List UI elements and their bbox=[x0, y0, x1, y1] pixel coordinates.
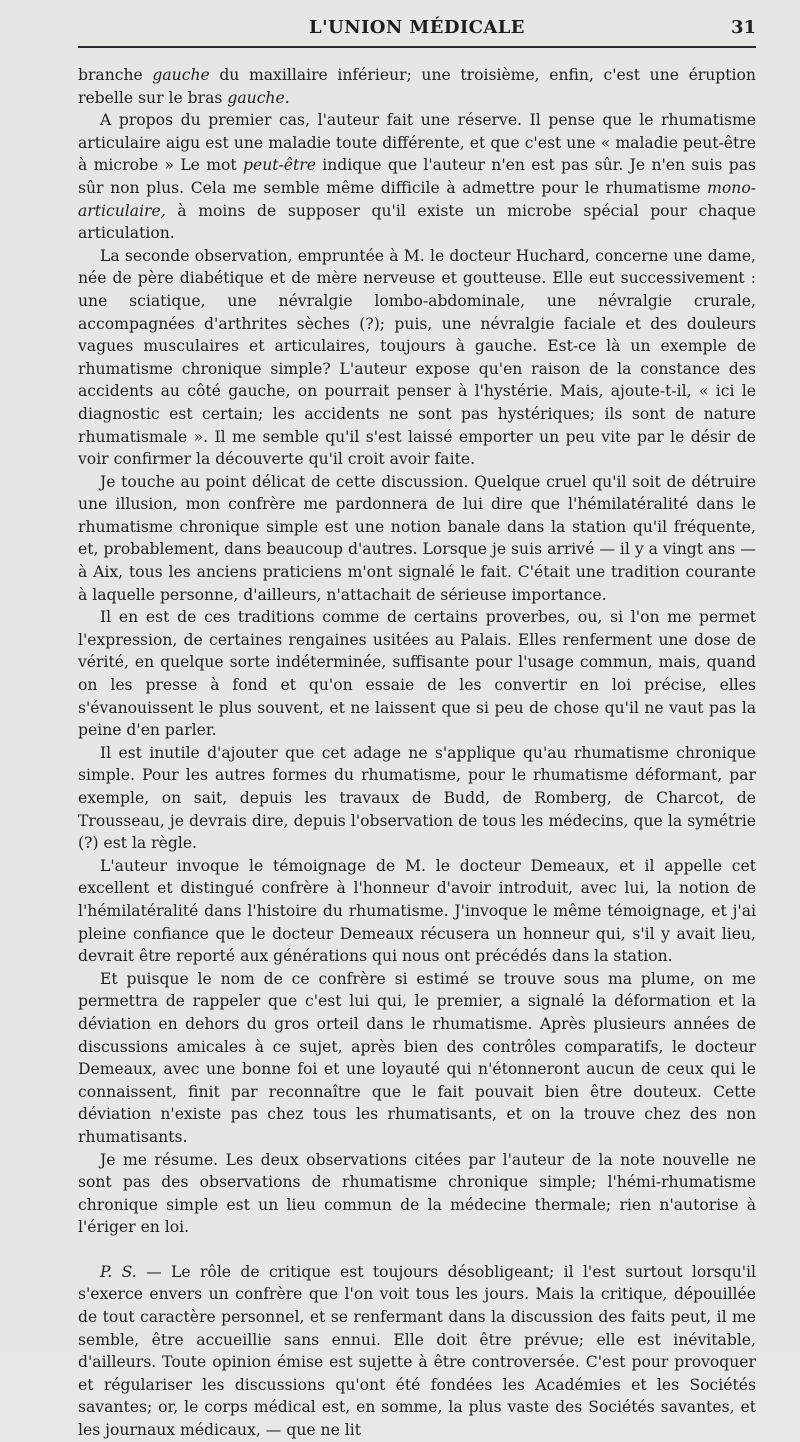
text-run: Je touche au point délicat de cette discussion. Quelque cruel qu'il soit de détruire une illusion, mon confrère me pardonnera de lui dire que l'hémilatéralité dans le rhumatisme chronique simple est une notion banale dans la station qu'il fréquente, et, probablement, dans beaucoup d'autres. Lorsque je suis arrivé — il y a vingt ans — à Aix, tous les anciens praticiens m'ont signalé le fait. C'était une tradition courante à laquelle personne, d'ailleurs, n'attachait de sérieuse importance. bbox=[78, 472, 756, 604]
italic-text: mono-articulaire, bbox=[78, 178, 756, 220]
paragraph bbox=[78, 471, 756, 607]
paragraph bbox=[78, 1149, 756, 1239]
italic-text: peut-être bbox=[242, 156, 316, 175]
page-number: 31 bbox=[730, 17, 756, 38]
italic-text: gauche bbox=[152, 66, 210, 84]
text-run: du maxillaire inférieur; une troisième, enfin, c'est une éruption rebelle sur le bras bbox=[78, 66, 756, 107]
paragraph bbox=[78, 855, 756, 968]
paragraph bbox=[78, 742, 756, 855]
text-run: branche bbox=[78, 66, 153, 84]
text-run: A propos du premier cas, l'auteur fait une réserve. Il pense que le rhumatisme articulaire aigu est une maladie toute différente, et que c'est une « maladie peut-être à microbe » Le mot bbox=[78, 111, 756, 175]
paragraph bbox=[78, 968, 756, 1149]
text-run: La seconde observation, empruntée à M. le docteur Huchard, concerne une dame, née de père diabétique et de mère nerveuse et goutteuse. Elle eut successivement : une sciatique, une névralgie lombo-abdominale, une névralgie crurale, accompagnées d'arthrites sèches (?); puis, une névralgie faciale et des douleurs vagues musculaires et articulaires, toujours à gauche. Est-ce là un exemple de rhumatisme chronique simple? L'auteur expose qu'en raison de la constance des accidents au côté gauche, on pourrait penser à l'hystérie. Mais, ajoute-t-il, « ici le diagnostic est certain; les accidents ne sont pas hystériques; ils sont de nature rhumatismale ». Il me semble qu'il s'est laissé emporter un peu vite par le désir de voir confirmer la découverte qu'il croit avoir faite. bbox=[78, 246, 756, 469]
text-run: à moins de supposer qu'il existe un microbe spécial pour chaque articulation. bbox=[78, 201, 756, 243]
text-run: Il en est de ces traditions comme de certains proverbes, ou, si l'on me permet l'expression, de certaines rengaines usitées au Palais. Elles renferment une dose de vérité, en quelque sorte indéterminée, suffisante pour l'usage commun, mais, quand on les presse à fond et qu'on essaie de les convertir en loi précise, elles s'évanouissent le plus souvent, et ne laissent que si peu de chose qu'il ne vaut pas la peine d'en parler. bbox=[78, 608, 756, 740]
paragraph bbox=[78, 109, 756, 245]
text-run: Il est inutile d'ajouter que cet adage ne s'applique qu'au rhumatisme chronique simple. Pour les autres formes du rhumatisme, pour le rhumatisme déformant, par exemple, on sait, depuis les travaux de Budd, de Romberg, de Charcot, de Trousseau, je devrais dire, depuis l'observation de tous les médecins, que la symétrie (?) est la règle. bbox=[78, 743, 756, 853]
postscript-paragraph bbox=[78, 1261, 756, 1442]
text-run: Et puisque le nom de ce confrère si estimé se trouve sous ma plume, on me permettra de rappeler que c'est lui qui, le premier, a signalé la déformation et la déviation en dehors du gros orteil dans le rhumatisme. Après plusieurs années de discussions amicales à ce sujet, après bien des contrôles comparatifs, le docteur Demeaux, avec une bonne foi et une loyauté qui n'étonneront aucun de ceux qui le connaissent, finit par reconnaître que le fait pouvait bien être douteux. Cette déviation n'existe pas chez tous les rhumatisants, et on la trouve chez des non rhumatisants. bbox=[78, 969, 756, 1146]
text-run: Je me résume. Les deux observations citées par l'auteur de la note nouvelle ne sont pas des observations de rhumatisme chronique simple; l'hémi-rhumatisme chronique simple est un lieu commun de la médecine thermale; rien n'autorise à l'ériger en loi. bbox=[78, 1150, 756, 1237]
text-run: L'auteur invoque le témoignage de M. le docteur Demeaux, et il appelle cet excellent et distingué confrère à l'honneur d'avoir introduit, avec lui, la notion de l'hémilatéralité dans l'histoire du rhumatisme. J'invoque le même témoignage, et j'ai pleine confiance que le docteur Demeaux récusera un honneur qui, s'il y avait lieu, devrait être reporté aux générations qui nous ont précédés dans la station. bbox=[78, 856, 756, 966]
italic-text: P. S. bbox=[100, 1262, 137, 1281]
paragraph bbox=[78, 245, 756, 471]
text-run: indique que l'auteur n'en est pas sûr. Je n'en suis pas sûr non plus. Cela me semble même difficile à admettre pour le rhumatisme bbox=[78, 156, 756, 197]
italic-text: gauche. bbox=[227, 88, 290, 107]
page-header bbox=[78, 0, 756, 50]
article-body bbox=[78, 64, 756, 1442]
paragraph bbox=[78, 64, 756, 109]
text-run: — Le rôle de critique est toujours désobligeant; il l'est surtout lorsqu'il s'exerce envers un confrère que l'on voit tous les jours. Mais la critique, dépouillée de tout caractère personnel, et se renfermant dans la discussion des faits peut, il me semble, être accueillie sans ennui. Elle doit être prévue; elle est inévitable, d'ailleurs. Toute opinion émise est sujette à être controversée. C'est pour provoquer et régulariser les discussions qu'ont été fondées les Académies et les Sociétés savantes; or, le corps médical est, en somme, la plus vaste des Sociétés savantes, et les journaux médicaux, — que ne lit bbox=[78, 1262, 757, 1440]
header-rule bbox=[78, 46, 756, 48]
paragraph bbox=[78, 606, 756, 742]
running-title: L'UNION MÉDICALE bbox=[309, 17, 525, 38]
